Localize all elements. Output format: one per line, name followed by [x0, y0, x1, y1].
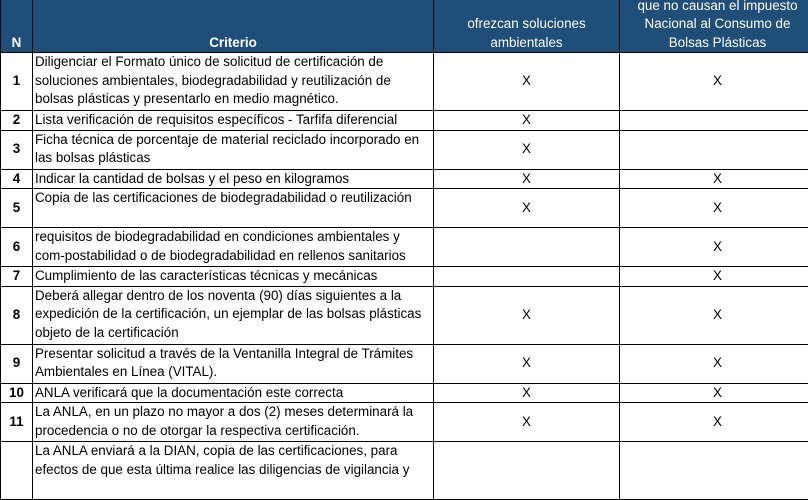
header-n: N [1, 0, 33, 53]
row-number: 10 [1, 383, 33, 403]
row-mark-b: X [620, 383, 808, 403]
row-mark-a [434, 442, 620, 500]
row-number: 5 [1, 189, 33, 228]
header-col-b-line1: que no causan el impuesto [637, 0, 797, 13]
table-row [1, 344, 808, 383]
table-row [1, 111, 808, 131]
row-number: 9 [1, 344, 33, 383]
row-mark-b: X [620, 286, 808, 344]
header-col-a: ofrezcan soluciones ambientales [434, 0, 620, 53]
row-number: 7 [1, 267, 33, 287]
row-criterion: ANLA verificará que la documentación este correcta [33, 383, 434, 403]
table-row [1, 383, 808, 403]
row-criterion: La ANLA enviará a la DIAN, copia de las certificaciones, para efectos de que esta última realice las diligencias de vigilancia y [33, 442, 434, 500]
row-number [1, 442, 33, 500]
row-mark-b: X [620, 267, 808, 287]
row-criterion: Diligenciar el Formato único de solicitud de certificación de soluciones ambientales, biodegradabilidad y reutilización de bolsas plásticas y presentarlo en medio magnético. [33, 53, 434, 111]
table-row [1, 228, 808, 267]
row-mark-a: X [434, 130, 620, 169]
table-row [1, 53, 808, 111]
row-criterion: Cumplimiento de las características técnicas y mecánicas [33, 267, 434, 287]
row-mark-a: X [434, 286, 620, 344]
row-number: 8 [1, 286, 33, 344]
row-criterion: Ficha técnica de porcentaje de material reciclado incorporado en las bolsas plásticas [33, 130, 434, 169]
table-row [1, 286, 808, 344]
row-mark-a: X [434, 403, 620, 442]
table-row [1, 267, 808, 287]
row-mark-b: X [620, 189, 808, 228]
row-criterion: Lista verificación de requisitos específicos - Tarfifa diferencial [33, 111, 434, 131]
row-number: 6 [1, 228, 33, 267]
row-criterion: Copia de las certificaciones de biodegradabilidad o reutilización [33, 189, 434, 228]
table-row [1, 189, 808, 228]
row-mark-b: X [620, 403, 808, 442]
table-row [1, 403, 808, 442]
row-number: 11 [1, 403, 33, 442]
row-criterion: requisitos de biodegradabilidad en condiciones ambientales y com-postabilidad o de biodegradabilidad en rellenos sanitarios [33, 228, 434, 267]
row-mark-a: X [434, 189, 620, 228]
header-col-b-line2: Nacional al Consumo de [645, 16, 791, 31]
header-row [1, 0, 808, 53]
row-criterion: Deberá allegar dentro de los noventa (90) días siguientes a la expedición de la certificación, un ejemplar de las bolsas plásticas objeto de la certificación [33, 286, 434, 344]
table-row [1, 130, 808, 169]
header-col-b-line3: Bolsas Plásticas [669, 35, 767, 50]
row-mark-a [434, 267, 620, 287]
row-mark-b: X [620, 169, 808, 189]
row-mark-b: X [620, 228, 808, 267]
row-mark-a: X [434, 111, 620, 131]
row-criterion: Indicar la cantidad de bolsas y el peso en kilogramos [33, 169, 434, 189]
row-number: 2 [1, 111, 33, 131]
row-mark-b: X [620, 344, 808, 383]
row-criterion: La ANLA, en un plazo no mayor a dos (2) meses determinará la procedencia o no de otorgar la respectiva certificación. [33, 403, 434, 442]
row-mark-a: X [434, 344, 620, 383]
row-mark-a: X [434, 53, 620, 111]
row-mark-b [620, 130, 808, 169]
table-row [1, 169, 808, 189]
row-mark-b [620, 111, 808, 131]
row-criterion: Presentar solicitud a través de la Ventanilla Integral de Trámites Ambientales en Línea (VITAL). [33, 344, 434, 383]
row-number: 1 [1, 53, 33, 111]
header-criterio: Criterio [33, 0, 434, 53]
row-number: 3 [1, 130, 33, 169]
row-mark-a [434, 228, 620, 267]
row-mark-b [620, 442, 808, 500]
header-col-b [620, 0, 808, 53]
row-number: 4 [1, 169, 33, 189]
row-mark-a: X [434, 383, 620, 403]
row-mark-b: X [620, 53, 808, 111]
row-mark-a: X [434, 169, 620, 189]
table-row [1, 442, 808, 500]
